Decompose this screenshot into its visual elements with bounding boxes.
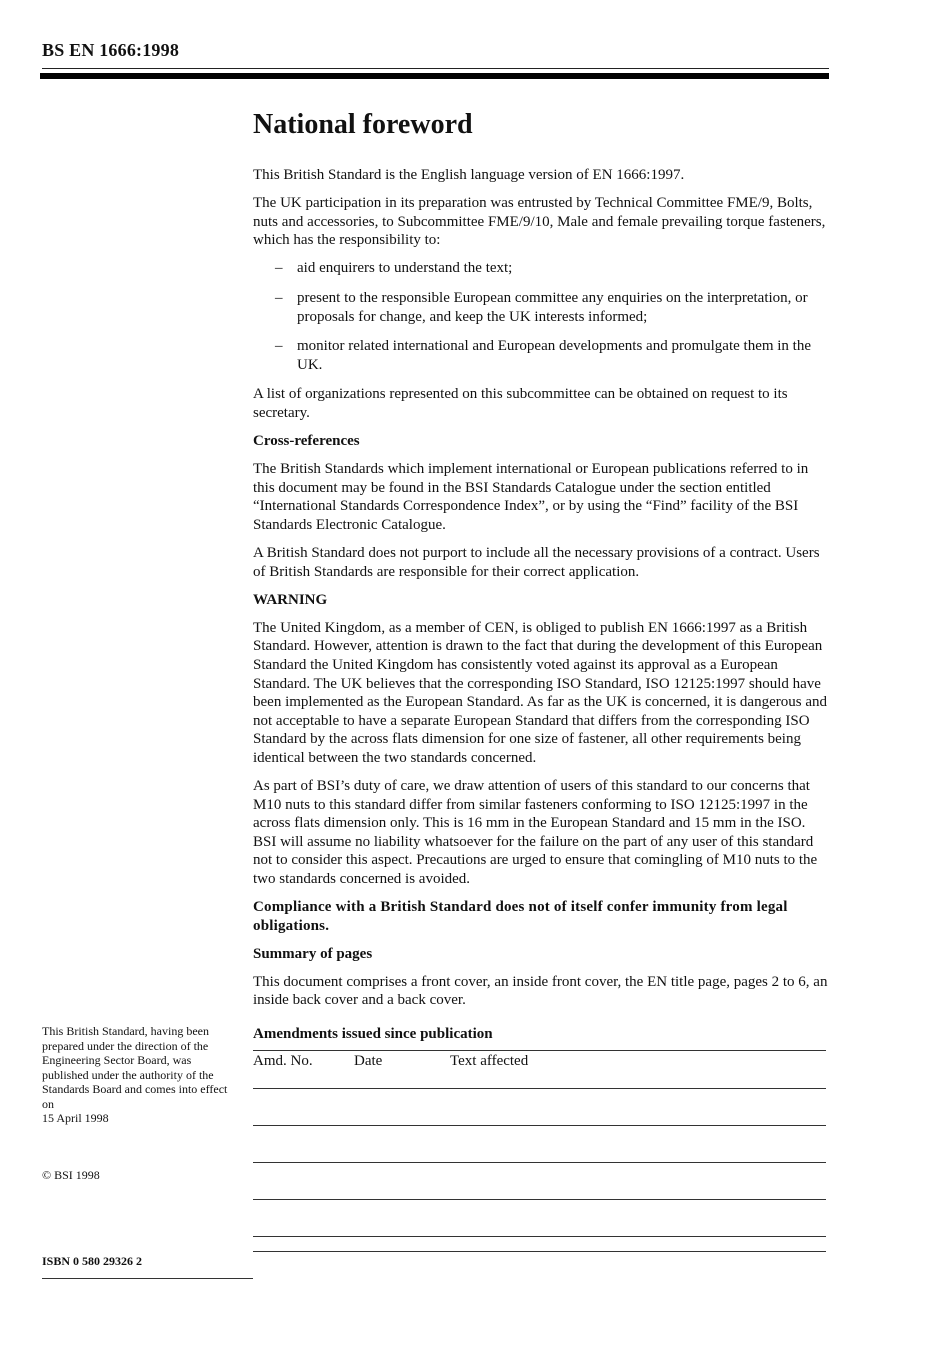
amendments-heading: Amendments issued since publication — [253, 1026, 493, 1043]
table-row — [253, 1089, 826, 1126]
header-thin-rule — [42, 68, 829, 69]
amendments-table — [253, 1050, 826, 1252]
header-thick-rule — [40, 73, 829, 79]
responsibility-list — [253, 259, 828, 374]
document-id: BS EN 1666:1998 — [42, 40, 180, 60]
column-header-amd-no: Amd. No. — [253, 1052, 313, 1069]
compliance-paragraph: Compliance with a British Standard does not of itself confer immunity from legal obligations. — [253, 899, 788, 934]
warning-paragraph-1: The United Kingdom, as a member of CEN, is obliged to publish EN 1666:1997 as a British Standard. However, attention is drawn to the fact that during the development of this European Standard the United Kingdom has consistently voted against its approval as a European Standard. The UK believes that the corresponding ISO Standard, ISO 12125:1997 should have been implemented as the European Standard. As far as the UK is concerned, it is dangerous and not acceptable to have a separate European Standard that differs from the corresponding ISO Standard by the across flats dimension for one size of fastener, all other requirements being identical between the two standards concerned. — [253, 619, 827, 766]
table-row — [253, 1163, 826, 1200]
column-header-text-affected: Text affected — [450, 1052, 529, 1069]
warning-heading: WARNING — [253, 591, 328, 608]
summary-paragraph: This document comprises a front cover, an inside front cover, the EN title page, pages 2 to 6, an inside back cover and a back cover. — [253, 973, 828, 1009]
participation-paragraph: The UK participation in its preparation was entrusted by Technical Committee FME/9, Bolts, nuts and accessories, to Subcommittee FME/9/10, Male and female prevailing torque fasteners, which has the responsibility to: — [253, 195, 826, 249]
list-item-text: present to the responsible European committee any enquiries on the interpretation, or proposals for change, and keep the UK interests informed; — [297, 289, 808, 325]
copyright-notice: © BSI 1998 — [42, 1168, 100, 1182]
warning-paragraph-2: As part of BSI’s duty of care, we draw attention of users of this standard to our concerns that M10 nuts to this standard differ from similar fasteners conforming to ISO 12125:1997 in the across flats dimension only. This is 16 mm in the European Standard and 15 mm in the ISO. BSI will assume no liability whatsoever for the failure on the part of any user of this standard not to consider this aspect. Precautions are urged to ensure that comingling of M10 nuts to the two standards concerned is avoided. — [253, 778, 818, 887]
column-header-date: Date — [354, 1052, 383, 1069]
effective-date: 15 April 1998 — [42, 1111, 109, 1125]
list-item-text: monitor related international and European developments and promulgate them in the UK. — [297, 338, 812, 373]
dash-bullet: – — [275, 338, 283, 355]
organizations-paragraph: A list of organizations represented on this subcommittee can be obtained on request to its secretary. — [253, 386, 788, 421]
amendments-header-row — [253, 1051, 826, 1089]
crossref-paragraph: The British Standards which implement international or European publications referred to in this document may be found in the BSI Standards Catalogue under the section entitled “International Standards Correspondence Index”, or by using the “Find” facility of the BSI Standards Electronic Catalogue. — [253, 461, 809, 533]
dash-bullet: – — [275, 289, 283, 306]
page-title: National foreword — [253, 109, 473, 140]
list-item-text: aid enquirers to understand the text; — [297, 260, 513, 277]
table-row — [253, 1200, 826, 1237]
bottom-rule — [42, 1278, 253, 1279]
crossref-heading: Cross-references — [253, 433, 360, 450]
dash-bullet: – — [275, 260, 283, 277]
list-item — [253, 259, 828, 278]
list-item — [253, 337, 828, 374]
list-item — [253, 289, 828, 326]
table-row — [253, 1126, 826, 1163]
main-content — [253, 108, 828, 1252]
isbn: ISBN 0 580 29326 2 — [42, 1254, 143, 1268]
contract-paragraph: A British Standard does not purport to include all the necessary provisions of a contract. Users of British Standards are responsible for their correct application. — [253, 545, 820, 580]
publication-note — [42, 1024, 232, 1126]
intro-paragraph: This British Standard is the English language version of EN 1666:1997. — [253, 167, 685, 183]
table-row — [253, 1237, 826, 1252]
publication-note-text: This British Standard, having been prepared under the direction of the Engineering Sector Board, was published under the authority of the Standards Board and comes into effect on — [42, 1024, 228, 1111]
summary-heading: Summary of pages — [253, 945, 373, 962]
